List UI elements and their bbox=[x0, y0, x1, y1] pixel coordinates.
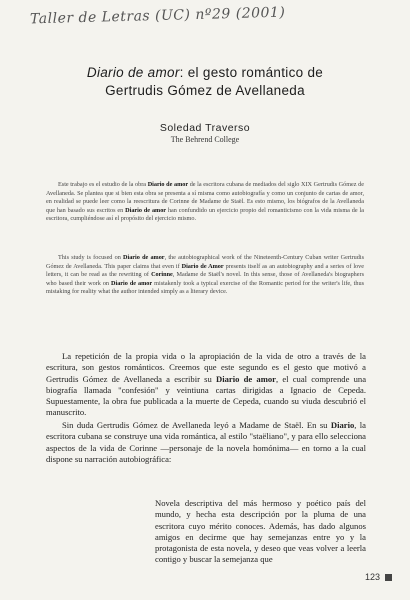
abstract-en-text-4: , Madame de Staël's novel. In this sense, those of Avellaneda's biographers who based their work on bbox=[46, 271, 364, 287]
page-number: 123 bbox=[364, 572, 380, 582]
body-paragraph-2 bbox=[46, 420, 366, 465]
abstract-spanish bbox=[46, 181, 364, 224]
title-line-1 bbox=[30, 64, 380, 82]
square-marker-icon bbox=[385, 574, 392, 581]
abstract-en-text-5: mistakenly took a typical exercise of the Romantic period for the writer's life, thus mistaking for reality what the author intended simply as a literary device. bbox=[46, 279, 364, 295]
abstract-en-text-3: presents itself as an autobiography and a series of love letters, it can be read as the rewriting of bbox=[46, 262, 364, 278]
abstract-en-bold-4: Diario de amor bbox=[111, 279, 153, 287]
p1-text-2: , el cual comprende una biografía llamada "confesión" y veintiuna cartas dirigidas a Ignacio de Cepeda. Supuestamente, la obra fue publicada a la muerte de Cepeda, cuando su viuda descubrió el manuscrito. bbox=[46, 373, 367, 418]
abstract-en-bold-3: Corinne bbox=[151, 271, 173, 278]
p2-text-2: , la escritora cubana se construye una vida romántica, al estilo "staëliano", y para ello selecciona aspectos de la vida de Corinne —personaje de la novela homónima— en torno a la cual dispone su narración autobiográfica: bbox=[46, 420, 366, 464]
abstract-english bbox=[46, 254, 364, 297]
p1-bold-1: Diario de amor bbox=[216, 373, 276, 384]
p2-bold-1: Diario bbox=[330, 420, 355, 430]
block-quote: Novela descriptiva del más hermoso y poético país del mundo, y hecha esta descripción por la pluma de una escritora cuyo mérito conoces. Además, has dado algunos amigos en decirme que hay semejanzas entre yo y la protagonista de esta novela, y deseo que veas volver a leerla contigo y buscar la semejanza que bbox=[155, 498, 366, 565]
abstract-en-bold-1: Diario de amor bbox=[123, 254, 165, 261]
p1-text-1: La repetición de la propia vida o la apropiación de la vida de otro a través de la escritura, son gestos románticos. Creemos que este segundo es el gesto que motivó a Gertrudis Gómez de Avellaneda a escribir su bbox=[46, 351, 366, 384]
author-affiliation: The Behrend College bbox=[170, 135, 240, 144]
page-footer bbox=[365, 572, 392, 582]
title-italic: Diario de amor bbox=[86, 65, 180, 80]
p2-text-1: Sin duda Gertrudis Gómez de Avellaneda leyó a Madame de Staël. En su bbox=[62, 420, 331, 430]
abstract-en-bold-2: Diario de Amor bbox=[181, 262, 224, 270]
abstract-es-bold-1: Diario de amor bbox=[147, 181, 189, 188]
abstract-en-text-1: This study is focused on bbox=[58, 254, 124, 261]
author-name: Soledad Traverso bbox=[159, 122, 251, 134]
abstract-en-text-2: , the autobiographical work of the Nineteenth-Century Cuban writer Gertrudis Gómez de Avellaneda. This paper claims that even if bbox=[46, 254, 364, 270]
handwritten-note: Taller de Letras (UC) nº29 (2001) bbox=[29, 4, 286, 28]
title-line-1-rest: : el gesto romántico de bbox=[179, 65, 324, 80]
body-paragraph-1 bbox=[46, 351, 366, 419]
abstract-es-text-3: han confundido un ejercicio propio del romanticismo con la vida misma de la escritora, cumpliéndose así el propósito del ejercicio mismo. bbox=[46, 206, 365, 222]
article-title bbox=[30, 64, 380, 100]
abstract-es-text-1: Este trabajo es el estudio de la obra bbox=[58, 181, 148, 188]
title-line-2: Gertrudis Gómez de Avellaneda bbox=[105, 83, 305, 98]
abstract-es-text-2: de la escritora cubana de mediados del siglo XIX Gertrudis Gómez de Avellaneda. Se plantea que si bien esta obra se presenta a sí misma como autobiografía y como un conjunto de cartas de amor, en realidad se puede leer como la reescritura de Corinne de Madame de Staël. Es esto mismo, los biógrafos de la Avellaneda que han basado sus escritos en bbox=[46, 181, 365, 214]
abstract-es-bold-2: Diario de amor bbox=[125, 206, 167, 214]
